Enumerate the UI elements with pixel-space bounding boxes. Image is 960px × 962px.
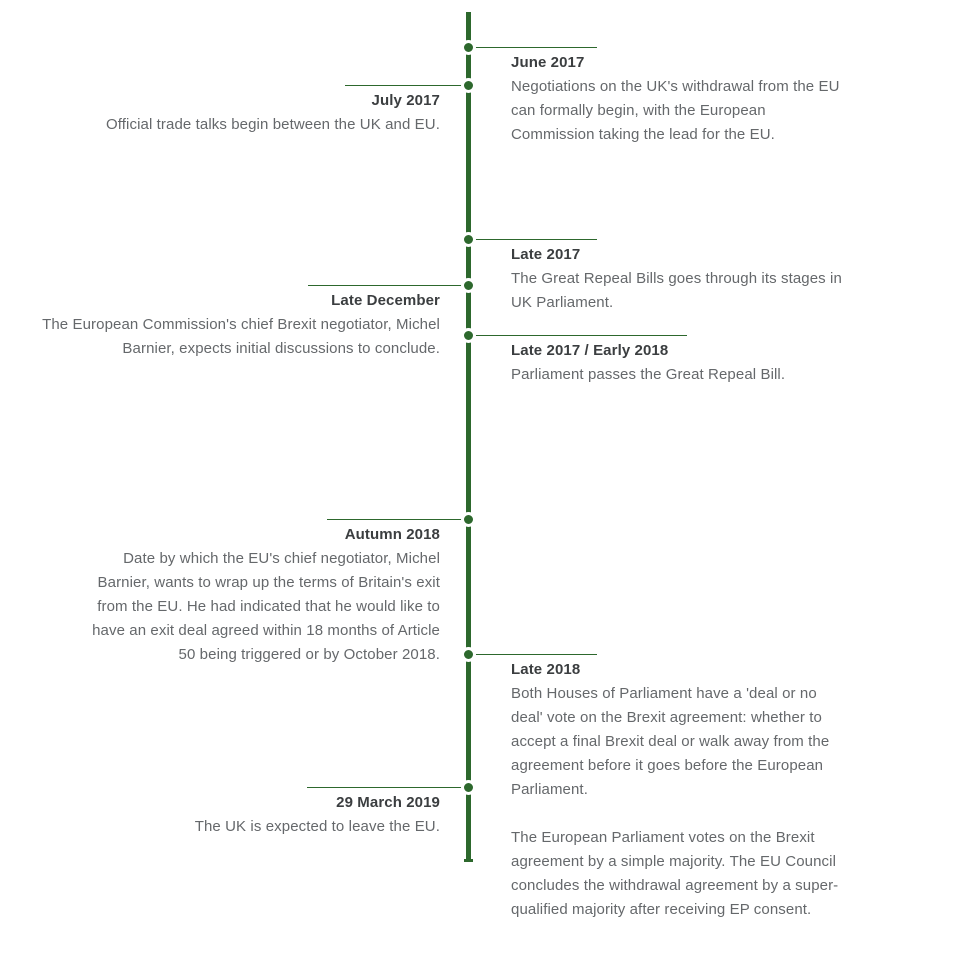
event-date: Late December: [331, 292, 440, 309]
event-description: The UK is expected to leave the EU.: [194, 818, 440, 835]
timeline-axis: [466, 12, 471, 861]
timeline-node-dot: [461, 647, 476, 662]
timeline-node-dot: [461, 40, 476, 55]
event-connector-line: [471, 335, 687, 336]
event-description: Date by which the EU's chief negotiator, Michel Barnier, wants to wrap up the terms of Britain's exit from the EU. He had indicated that he would like to have an exit deal agreed within 18 months of Article 50 being triggered or by October 2018.: [92, 550, 440, 663]
event-date: June 2017: [511, 54, 585, 71]
timeline-node-dot: [461, 512, 476, 527]
timeline-node-dot: [461, 780, 476, 795]
event-description: The European Parliament votes on the Brexit agreement by a simple majority. The EU Council concludes the withdrawal agreement by a super-qualified majority after receiving EP consent.: [511, 829, 839, 918]
event-connector-line: [327, 519, 466, 520]
event-connector-line: [471, 239, 597, 240]
event-date: July 2017: [371, 92, 440, 109]
event-date: Autumn 2018: [344, 526, 440, 543]
event-description: Official trade talks begin between the UK and EU.: [106, 116, 440, 133]
event-description: Negotiations on the UK's withdrawal from the EU can formally begin, with the European Commission taking the lead for the EU.: [511, 78, 840, 143]
event-connector-line: [471, 47, 597, 48]
timeline-node-dot: [461, 232, 476, 247]
timeline-node-dot: [461, 78, 476, 93]
timeline-node-dot: [461, 278, 476, 293]
event-description: The Great Repeal Bills goes through its stages in UK Parliament.: [511, 270, 842, 311]
event-date: Late 2017 / Early 2018: [511, 342, 669, 359]
event-connector-line: [307, 787, 466, 788]
timeline-node-dot: [461, 328, 476, 343]
event-date: Late 2017: [511, 246, 581, 263]
event-description: Both Houses of Parliament have a 'deal or no deal' vote on the Brexit agreement: whether to accept a final Brexit deal or walk away from the agreement before it goes before the European Parliament.: [511, 685, 830, 798]
event-date: 29 March 2019: [336, 794, 440, 811]
timeline-axis-end-cap: [464, 859, 473, 862]
event-connector-line: [471, 654, 597, 655]
event-date: Late 2018: [511, 661, 581, 678]
event-description: Parliament passes the Great Repeal Bill.: [511, 366, 786, 383]
event-connector-line: [345, 85, 466, 86]
event-description: The European Commission's chief Brexit negotiator, Michel Barnier, expects initial discussions to conclude.: [42, 316, 440, 357]
event-connector-line: [308, 285, 466, 286]
